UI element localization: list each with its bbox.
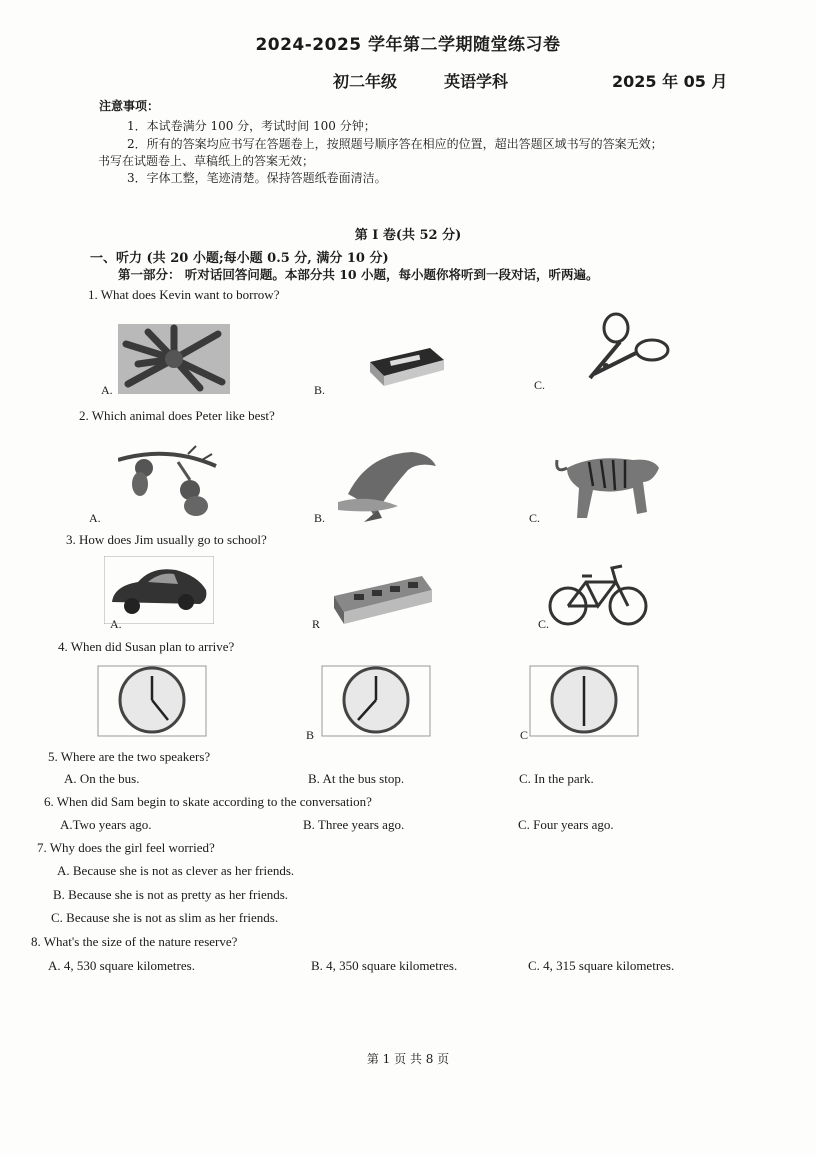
option-c: C. 4, 315 square kilometres.	[528, 958, 675, 973]
bicycle-icon	[546, 560, 650, 630]
question-1: 1. What does Kevin want to borrow?	[88, 287, 280, 302]
option-label: A.	[101, 383, 113, 397]
grade-label: 初二年级	[333, 72, 398, 91]
subpart-instructions: 第一部分： 听对话回答问题。本部分共 10 小题，每小题你将听到一段对话，听两遍。	[118, 267, 599, 282]
option-b: B. Three years ago.	[303, 817, 405, 832]
eraser-icon	[364, 340, 450, 388]
paint-brushes-icon	[118, 324, 230, 394]
option-c: C. Because she is not as slim as her friends.	[51, 910, 279, 925]
option-label: R	[312, 617, 321, 631]
question-8: 8. What's the size of the nature reserve?	[31, 934, 238, 949]
bus-icon	[330, 568, 434, 630]
option-a: A. 4, 530 square kilometres.	[48, 958, 195, 973]
monkeys-icon	[118, 440, 218, 518]
option-a: A.Two years ago.	[60, 817, 152, 832]
question-6: 6. When did Sam begin to skate according to the conversation?	[44, 794, 372, 809]
option-label: B.	[314, 383, 326, 397]
option-b: B. Because she is not as pretty as her friends.	[53, 887, 289, 902]
option-label: C.	[534, 378, 546, 392]
page-number: 第 1 页 共 8 页	[366, 1052, 450, 1066]
question-2: 2. Which animal does Peter like best?	[79, 408, 275, 423]
page-title: 2024-2025 学年第二学期随堂练习卷	[255, 35, 561, 55]
option-label: B	[306, 728, 315, 742]
subject-label: 英语学科	[444, 72, 509, 91]
clock-icon	[96, 664, 208, 738]
option-c: C. Four years ago.	[518, 817, 614, 832]
option-label: C.	[538, 617, 550, 631]
option-label: A.	[110, 617, 122, 631]
note-item: 1．本试卷满分 100 分，考试时间 100 分钟；	[127, 119, 376, 133]
question-7: 7. Why does the girl feel worried?	[37, 840, 215, 855]
question-3: 3. How does Jim usually go to school?	[66, 532, 267, 547]
date-label: 2025 年 05 月	[612, 72, 728, 91]
question-4: 4. When did Susan plan to arrive?	[58, 639, 235, 654]
scissors-icon	[572, 310, 672, 382]
part-title: 一、听力 (共 20 小题;每小题 0.5 分, 满分 10 分)	[90, 251, 389, 266]
option-label: C.	[529, 511, 541, 525]
option-label: A.	[89, 511, 101, 525]
note-item: 2．所有的答案均应书写在答题卷上，按照题号顺序答在相应的位置，超出答题区域书写的答案无效；	[127, 137, 663, 151]
option-label: C	[520, 728, 529, 742]
car-icon	[104, 556, 214, 624]
note-item: 书写在试题卷上、草稿纸上的答案无效；	[98, 154, 315, 168]
option-a: A. On the bus.	[64, 771, 140, 786]
tiger-icon	[553, 438, 663, 522]
dolphin-icon	[338, 440, 438, 524]
option-b: B. 4, 350 square kilometres.	[311, 958, 458, 973]
question-5: 5. Where are the two speakers?	[48, 749, 211, 764]
option-b: B. At the bus stop.	[308, 771, 405, 786]
notes-heading: 注意事项：	[99, 99, 160, 113]
clock-icon	[320, 664, 432, 738]
option-a: A. Because she is not as clever as her friends.	[57, 863, 295, 878]
option-label: B.	[314, 511, 326, 525]
clock-icon	[528, 664, 640, 738]
section-title: 第 I 卷(共 52 分)	[354, 228, 462, 243]
note-item: 3．字体工整，笔迹清楚。保持答题纸卷面清洁。	[127, 171, 387, 185]
option-c: C. In the park.	[519, 771, 594, 786]
